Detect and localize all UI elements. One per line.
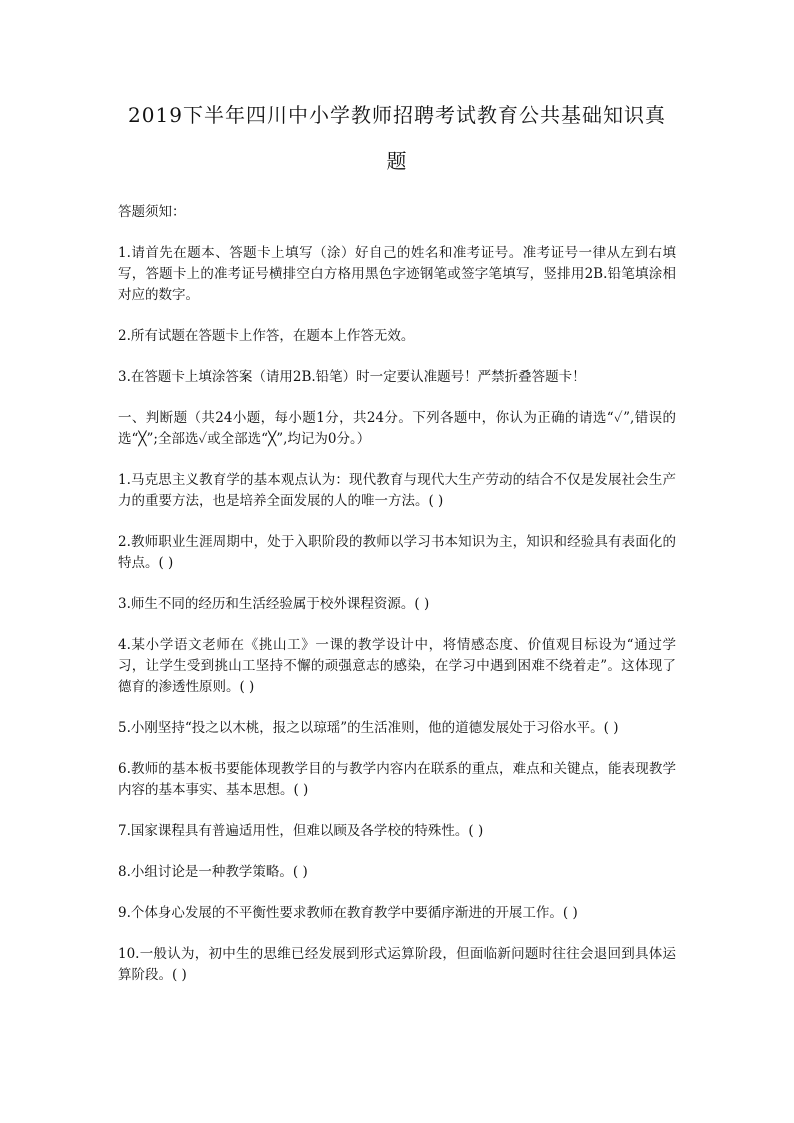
question-item: 6.教师的基本板书要能体现教学目的与教学内容内在联系的重点，难点和关键点，能表现教学内容的基本事实、基本思想。( ) bbox=[118, 761, 676, 798]
question-item: 9.个体身心发展的不平衡性要求教师在教育教学中要循序渐进的开展工作。( ) bbox=[118, 905, 578, 921]
question-item: 4.某小学语文老师在《挑山工》一课的教学设计中，将情感态度、价值观目标设为“通过学习，让学生受到挑山工坚持不懈的顽强意志的感染，在学习中遇到困难不绕着走”。这体现了德育的渗透性原则。( ) bbox=[118, 637, 676, 695]
notice-item: 3.在答题卡上填涂答案（请用2B.铅笔）时一定要认准题号！严禁折叠答题卡！ bbox=[118, 369, 586, 385]
document-title: 2019下半年四川中小学教师招聘考试教育公共基础知识真题 bbox=[128, 103, 666, 173]
notice-heading: 答题须知： bbox=[118, 204, 186, 220]
section-heading: 一、判断题（共24小题，每小题1分，共24分。下列各题中，你认为正确的请选“✓”,错误的选“╳”;全部选✓或全部选“╳”,均记为0分。） bbox=[118, 410, 676, 447]
question-item: 7.国家课程具有普遍适用性，但难以顾及各学校的特殊性。( ) bbox=[118, 823, 484, 839]
question-item: 8.小组讨论是一种教学策略。( ) bbox=[118, 864, 308, 880]
notice-item: 1.请首先在题本、答题卡上填写（涂）好自己的姓名和准考证号。准考证号一律从左到右填写，答题卡上的准考证号横排空白方格用黑色字迹钢笔或签字笔填写，竖排用2B.铅笔填涂相对应的数字。 bbox=[118, 245, 676, 303]
question-item: 5.小刚坚持“投之以木桃，报之以琼瑶”的生活准则，他的道德发展处于习俗水平。( ) bbox=[118, 720, 619, 736]
question-item: 3.师生不同的经历和生活经验属于校外课程资源。( ) bbox=[118, 596, 430, 612]
question-item: 1.马克思主义教育学的基本观点认为：现代教育与现代大生产劳动的结合不仅是发展社会生产力的重要方法，也是培养全面发展的人的唯一方法。( ) bbox=[118, 472, 676, 509]
question-item: 10.一般认为，初中生的思维已经发展到形式运算阶段，但面临新问题时往往会退回到具体运算阶段。( ) bbox=[118, 946, 676, 983]
notice-item: 2.所有试题在答题卡上作答，在题本上作答无效。 bbox=[118, 328, 415, 344]
question-item: 2.教师职业生涯周期中，处于入职阶段的教师以学习书本知识为主，知识和经验具有表面化的特点。( ) bbox=[118, 534, 676, 571]
